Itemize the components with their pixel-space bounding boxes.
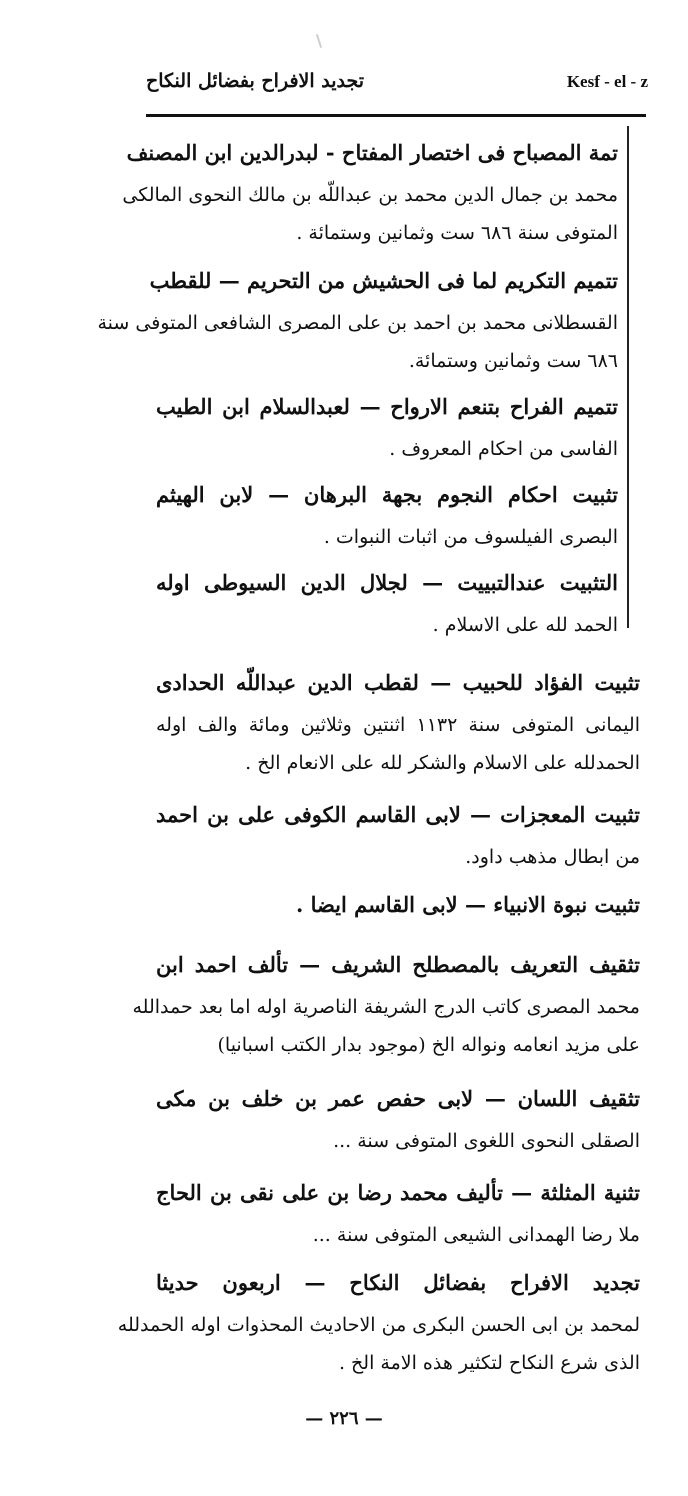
entry <box>156 882 640 928</box>
entry-heading-line: تثنية المثلثة — تأليف محمد رضا بن على نقى بن الحاج <box>156 1180 640 1205</box>
entry-heading-line: تثبيت نبوة الانبياء — لابى القاسم ايضا . <box>295 892 640 917</box>
entry <box>156 1076 640 1160</box>
entry <box>156 384 618 468</box>
scan-mark <box>316 34 322 48</box>
entry <box>156 792 640 876</box>
entry-text-line: محمد بن جمال الدين محمد بن عبداللّه بن مالك النحوى المالكى <box>122 184 618 206</box>
entry-text-line: الفاسى من احكام المعروف . <box>389 438 618 460</box>
running-title: تجديد الافراح بفضائل النكاح <box>146 70 365 92</box>
entry-text-line: القسطلانى محمد بن احمد بن على المصرى الشافعى المتوفى سنة <box>97 312 618 334</box>
entry-text-line: الحمدلله على الاسلام والشكر لله على الانعام الخ . <box>245 752 640 774</box>
entry-heading-line: تثقيف التعريف بالمصطلح الشريف — تألف احمد ابن <box>156 952 640 977</box>
entry-heading-line: تمة المصباح فى اختصار المفتاح - لبدرالدين ابن المصنف <box>126 140 618 165</box>
entry-text-line: ملا رضا الهمدانى الشيعى المتوفى سنة ... <box>312 1224 640 1246</box>
entry-text-line: اليمانى المتوفى سنة ١١٣٢ اثنتين وثلاثين ومائة والف اوله <box>156 714 640 736</box>
entry-heading-line: تثبيت الفؤاد للحبيب — لقطب الدين عبداللّه الحدادى <box>156 670 640 695</box>
entry-text-line: لمحمد بن ابى الحسن البكرى من الاحاديث المحذوات اوله الحمدلله <box>117 1314 640 1336</box>
entry-text-line: المتوفى سنة ٦٨٦ ست وثمانين وستمائة . <box>296 222 618 244</box>
volume-label: Kesf - el - z <box>566 72 648 91</box>
entry-heading-line: تتميم التكريم لما فى الحشيش من التحريم — للقطب <box>149 268 618 293</box>
entry-text-line: الحمد لله على الاسلام . <box>432 614 618 636</box>
margin-rule <box>627 126 629 628</box>
entry <box>156 660 640 782</box>
entry-text-line: من ابطال مذهب داود. <box>465 846 640 868</box>
entry-text-line: ٦٨٦ ست وثمانين وستمائة. <box>408 350 618 372</box>
entry-heading-line: تثبيت المعجزات — لابى القاسم الكوفى على بن احمد <box>156 802 640 827</box>
entry <box>156 560 618 644</box>
entry <box>117 1260 640 1382</box>
entry <box>156 472 618 556</box>
entry <box>97 258 618 380</box>
entry-heading-line: تثبيت احكام النجوم بجهة البرهان — لابن الهيثم <box>156 482 618 507</box>
entry-heading-line: تجديد الافراح بفضائل النكاح — اربعون حديثا <box>156 1270 640 1295</box>
page-number: — ٢٢٦ — <box>305 1408 383 1429</box>
entry-text-line: محمد المصرى كاتب الدرج الشريفة الناصرية اوله اما بعد حمدالله <box>132 996 640 1018</box>
entry-heading-line: تثقيف اللسان — لابى حفص عمر بن خلف بن مكى <box>156 1086 640 1111</box>
entry <box>156 1170 640 1254</box>
entry-text-line: الصقلى النحوى اللغوى المتوفى سنة ... <box>333 1130 640 1152</box>
entry-text-line: البصرى الفيلسوف من اثبات النبوات . <box>323 526 618 548</box>
entry-heading-line: التثبيت عندالتبييت — لجلال الدين السيوطى اوله <box>156 570 618 595</box>
entry-heading-line: تتميم الفراح بتنعم الارواح — لعبدالسلام ابن الطيب <box>156 394 618 419</box>
header-rule <box>146 114 646 117</box>
entry-text-line: على مزيد انعامه ونواله الخ (موجود بدار الكتب اسبانيا) <box>217 1034 640 1056</box>
entry-text-line: الذى شرع النكاح لتكثير هذه الامة الخ . <box>338 1352 640 1374</box>
entry <box>132 942 640 1064</box>
entry <box>122 130 618 252</box>
